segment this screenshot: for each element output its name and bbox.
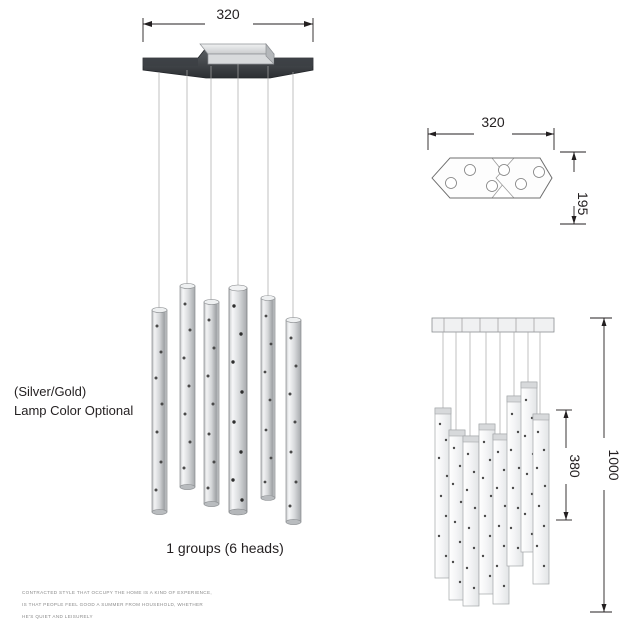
lamp-tube [261,296,275,501]
side-view [432,318,622,612]
top-view [428,114,591,224]
side-view-canopy [432,318,554,332]
lamp-tube [493,434,509,604]
lamp-tube [286,317,301,524]
top-view-width-text: 320 [481,114,505,130]
group-caption: 1 groups (6 heads) [166,540,284,556]
lamp-tube [463,436,479,606]
front-view-color-label [14,384,133,418]
side-view-body-height-text: 380 [567,454,583,478]
front-view-suspension-cords [159,64,293,322]
top-view-depth-dimension [560,152,591,224]
front-view-top-dimension [143,6,313,42]
side-view-total-height-dimension [590,318,622,612]
front-view-canopy [143,44,313,78]
color-option-line-2: Lamp Color Optional [14,403,134,418]
lamp-tube [435,408,451,578]
footer-note-line-2: IS THAT PEOPLE FEEL GOOD A SUMMER FROM HOUSEHOLD, WHETHER [22,602,204,607]
lamp-tube [152,307,167,514]
side-view-body-height-dimension [556,410,583,520]
side-view-total-height-text: 1000 [606,449,622,481]
lamp-tube [533,414,549,584]
lamp-tube [507,396,523,566]
front-view-lamp-tubes [152,283,301,524]
footer-note [22,590,212,619]
lamp-tube [229,285,247,515]
front-width-dimension-text: 320 [216,6,240,22]
lamp-tube [449,430,465,600]
footer-note-line-1: CONTRACTED STYLE THAT OCCUPY THE HOME IS A KIND OF EXPERIENCE, [22,590,212,595]
side-view-lamp-tubes [435,382,549,606]
top-view-width-dimension [428,114,554,150]
lamp-tube [479,424,495,594]
lamp-tube [204,299,219,506]
top-view-canopy-outline [432,158,552,198]
footer-note-line-3: HE'S QUIET AND LEISURELY [22,614,93,619]
color-option-line-1: (Silver/Gold) [14,384,87,399]
lamp-tube [180,283,195,489]
top-view-depth-text: 195 [575,192,591,216]
